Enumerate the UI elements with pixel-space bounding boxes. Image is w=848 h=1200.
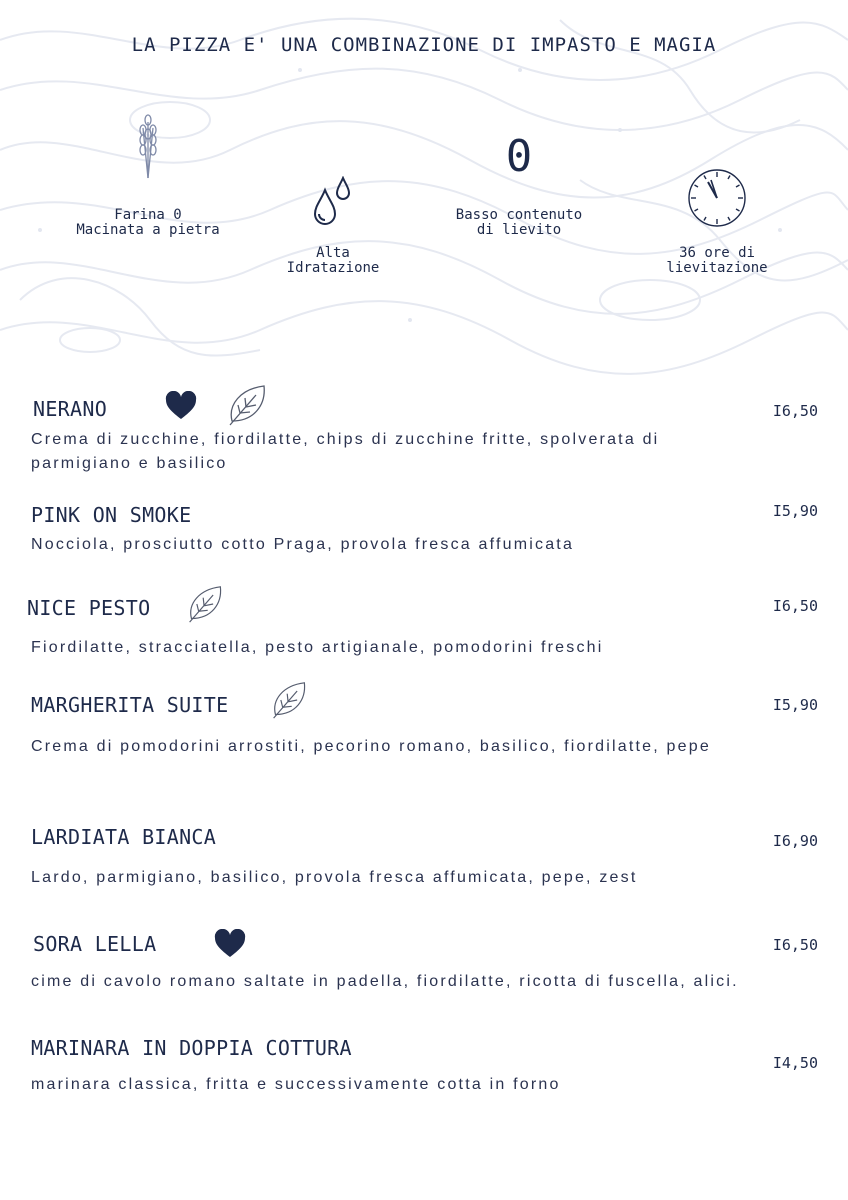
menu-item-price: I6,50 [772,402,818,420]
menu-item-name: MARGHERITA SUITE [31,693,229,717]
feature-hydration-line2: Idratazione [286,260,380,276]
heart-icon [164,391,198,421]
feature-rising [650,168,784,276]
page-headline: LA PIZZA E' UNA COMBINAZIONE DI IMPASTO E MAGIA [131,34,717,56]
feature-flour-line2: Macinata a pietra [76,222,220,238]
menu-item-description: Fiordilatte, stracciatella, pesto artigianale, pomodorini freschi [31,639,604,656]
menu-item-description: Crema di pomodorini arrostiti, pecorino romano, basilico, fiordilatte, pepe [31,738,711,755]
menu-item-name: LARDIATA BIANCA [31,825,217,849]
menu-item-name: NERANO [33,397,108,421]
menu-item-description: cime di cavolo romano saltate in padella, fiordilatte, ricotta di fuscella, alici. [31,973,739,990]
water-drops-icon [311,176,355,226]
menu-item-name: PINK ON SMOKE [31,503,192,527]
feature-yeast-line1: Basso contenuto [455,207,583,223]
feature-hydration-line1: Alta [316,245,350,261]
feature-rising-line2: lievitazione [666,260,768,276]
feature-yeast [438,132,600,238]
leaf-icon [270,679,308,721]
menu-item-price: I4,50 [772,1054,818,1072]
leaf-icon [186,583,224,625]
menu-item-name: MARINARA IN DOPPIA COTTURA [31,1036,352,1060]
menu-item-price: I6,50 [772,936,818,954]
menu-item-description: marinara classica, fritta e successivamente cotta in forno [31,1076,561,1093]
menu-item-description: Nocciola, prosciutto cotto Praga, provola fresca affumicata [31,536,575,553]
feature-flour [58,108,238,238]
feature-rising-line1: 36 ore di [679,245,755,261]
menu-item-description: Lardo, parmigiano, basilico, provola fresca affumicata, pepe, zest [31,869,638,886]
menu-item-name: SORA LELLA [33,932,157,956]
menu-item-price: I5,90 [772,502,818,520]
feature-yeast-line2: di lievito [476,222,562,238]
feature-hydration [268,176,398,276]
yeast-zero-symbol: 0 [505,131,533,182]
menu-item-price: I5,90 [772,696,818,714]
leaf-icon [226,383,268,427]
menu-item-description: Crema di zucchine, fiordilatte, chips di zucchine fritte, spolverata di parmigiano e basilico [31,431,660,472]
clock-icon [687,168,747,228]
wheat-icon [133,108,163,180]
menu-item-price: I6,50 [772,597,818,615]
heart-icon [213,929,247,959]
menu-item-price: I6,90 [772,832,818,850]
feature-flour-line1: Farina 0 [114,207,182,223]
menu-item-name: NICE PESTO [27,596,151,620]
